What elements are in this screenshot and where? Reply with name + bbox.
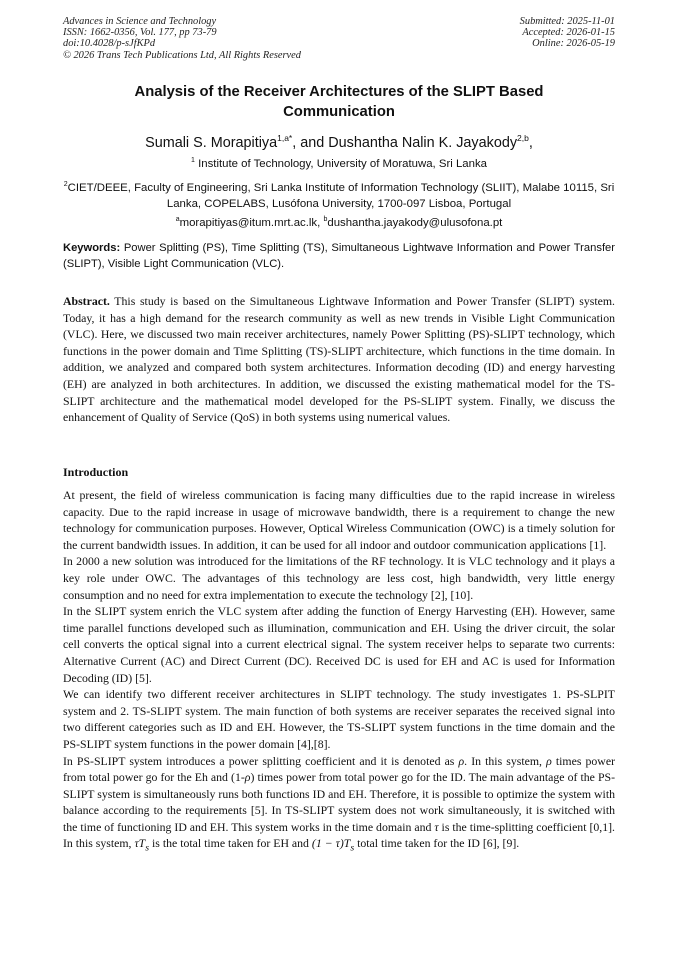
journal-copyright: © 2026 Trans Tech Publications Ltd, All Rights Reserved — [63, 49, 301, 61]
journal-name: Advances in Science and Technology — [63, 16, 217, 27]
tau-symbol: τ — [434, 819, 439, 834]
affiliation-2 — [60, 177, 618, 212]
keywords — [63, 240, 615, 272]
email-b[interactable]: dushantha.jayakody@ulusofona.pt — [327, 217, 503, 229]
intro-p5-text-a: In PS-SLIPT system introduces a power splitting coefficient and it is denoted as — [63, 753, 459, 768]
intro-p5-text-e: is the time-splitting coefficient [0,1]. In this system, — [63, 819, 615, 851]
author-2-sup: 2,b — [517, 133, 529, 143]
introduction-body — [63, 487, 615, 857]
affiliation-1-text: Institute of Technology, University of Moratuwa, Sri Lanka — [198, 158, 487, 170]
email-a-sup: a — [175, 216, 180, 223]
affiliation-1 — [60, 153, 618, 172]
intro-paragraph-4: We can identify two different receiver architectures in SLIPT technology. The study investigates 1. PS-SLPIT system and 2. TS-SLIPT system. The main function of both systems are receiver separates the received signal into two different categories such as ID and EH. However, the TS-SLIPT system functions in the time domain and the PS-SLIPT system functions in the power domain [4],[8]. — [63, 687, 615, 751]
author-1-sup: 1,a* — [277, 133, 293, 143]
abstract-label: Abstract. — [63, 294, 110, 308]
affiliation-2-sup: 2 — [63, 181, 68, 188]
ts-subscript: s — [145, 842, 150, 854]
intro-paragraph-5 — [63, 753, 615, 858]
affiliation-2-text: CIET/DEEE, Faculty of Engineering, Sri Lanka Institute of Information Technology (SLIIT), Malabe 10115, Sri Lanka, COPELABS, Lusófona University, 1700-097 Lisboa, Portugal — [67, 182, 615, 210]
intro-p5-text-c: times power from total power go for the Eh and (1- — [63, 753, 615, 785]
intro-paragraph-2: In 2000 a new solution was introduced for the limitations of the RF technology. It is VLC technology and it plays a key role under OWC. The advantages of this technology are less cost, high bandwidth, very little energy consumption and no need for extra implementation to execute the technology [2], [10]. — [63, 554, 615, 602]
accepted-date: Accepted: 2026-01-15 — [522, 27, 615, 39]
rho-symbol: ρ — [546, 753, 552, 768]
tau-ts-main: τT — [134, 836, 146, 851]
rho-symbol: ρ — [458, 753, 465, 768]
ts-subscript: s — [350, 842, 355, 854]
one-minus-tau-main: (1 − τ)T — [311, 836, 351, 851]
author-line — [40, 129, 638, 152]
journal-header — [63, 16, 301, 61]
online-date: Online: 2026-05-19 — [532, 38, 615, 50]
journal-issn: ISSN: 1662-0356, Vol. 177, pp 73-79 — [63, 27, 217, 39]
one-minus-tau-expr — [311, 836, 355, 854]
abstract — [63, 293, 615, 426]
abstract-text: This study is based on the Simultaneous Lightwave Information and Power Transfer (SLIPT) system. Today, it has a high demand for the research community as well as new trends in Visible Light Communication (VLC). Here, we discussed two main receiver architectures, namely Power Splitting (PS)-SLIPT technology, which functions in the power domain and Time Splitting (TS)-SLIPT architecture, which functions in the time domain. In addition, we analyzed and compared both system architectures. Information decoding (ID) and energy harvesting (EH) are analyzed in both architectures. In addition, we discussed the existing mathematical model for the TS-SLIPT architecture and the mathematical model developed for the PS-SLIPT system. Finally, we discuss the enhancement of Quality of Service (QoS) in both systems using numerical values. — [63, 294, 615, 425]
email-line — [60, 212, 618, 231]
email-b-sup: b — [323, 216, 328, 223]
intro-p5-text-d: ) times power from total power go for the ID. The main advantage of the PS-SLIPT system is simultaneously runs both functions ID and EH. Therefore, it is possible to optimize the system with balance according to the requirements [5]. In TS-SLIPT system does not work simultaneously, it is switched with the time of functioning ID and EH. This system works in the time domain and — [63, 770, 615, 834]
rho-symbol: ρ — [244, 770, 251, 785]
keywords-label: Keywords: — [63, 242, 121, 254]
tau-ts-expr — [134, 836, 150, 854]
submitted-date: Submitted: 2025-11-01 — [519, 16, 615, 27]
email-a[interactable]: morapitiyas@itum.mrt.ac.lk, — [179, 217, 324, 229]
intro-p5-text-b: . In this system, — [464, 753, 547, 768]
intro-p5-text-g: total time taken for the ID [6], [9]. — [354, 836, 520, 851]
intro-paragraph-3: In the SLIPT system enrich the VLC system after adding the function of Energy Harvesting (EH). However, same time parallel functions developed such as illumination, communication and EH. Using the driver circuit, the solar cell converts the optical signal into a current electrical signal. The system receiver helps to separate two currents: Alternative Current (AC) and Direct Current (DC). Received DC is used for EH and AC is used for Information Decoding (ID) [5]. — [63, 604, 615, 685]
journal-doi[interactable]: doi:10.4028/p-sJfKPd — [63, 38, 156, 50]
author-2: , and Dushantha Nalin K. Jayakody — [292, 135, 518, 151]
author-trail: , — [528, 135, 533, 151]
keywords-text: Power Splitting (PS), Time Splitting (TS), Simultaneous Lightwave Information and Power Transfer (SLIPT), Visible Light Communication (VLC). — [63, 242, 615, 270]
affiliation-1-sup: 1 — [191, 157, 195, 164]
paper-title: Analysis of the Receiver Architectures of the SLIPT Based Communication — [134, 84, 544, 120]
author-1: Sumali S. Morapitiya — [145, 135, 278, 151]
dates-header — [520, 16, 615, 50]
section-heading-introduction: Introduction — [63, 465, 129, 479]
intro-p5-text-f: is the total time taken for EH and — [149, 836, 312, 851]
intro-paragraph-1: At present, the field of wireless communication is facing many difficulties due to the rapid increase in wireless capacity. Due to the rapid increase in usage of microwave bandwidth, there is a requirement to change the new technology for communication purposes. However, Optical Wireless Communication (OWC) is a timely solution for the current bandwidth issues. In addition, it can be used for all indoor and outdoor communication applications [1]. — [63, 488, 615, 552]
